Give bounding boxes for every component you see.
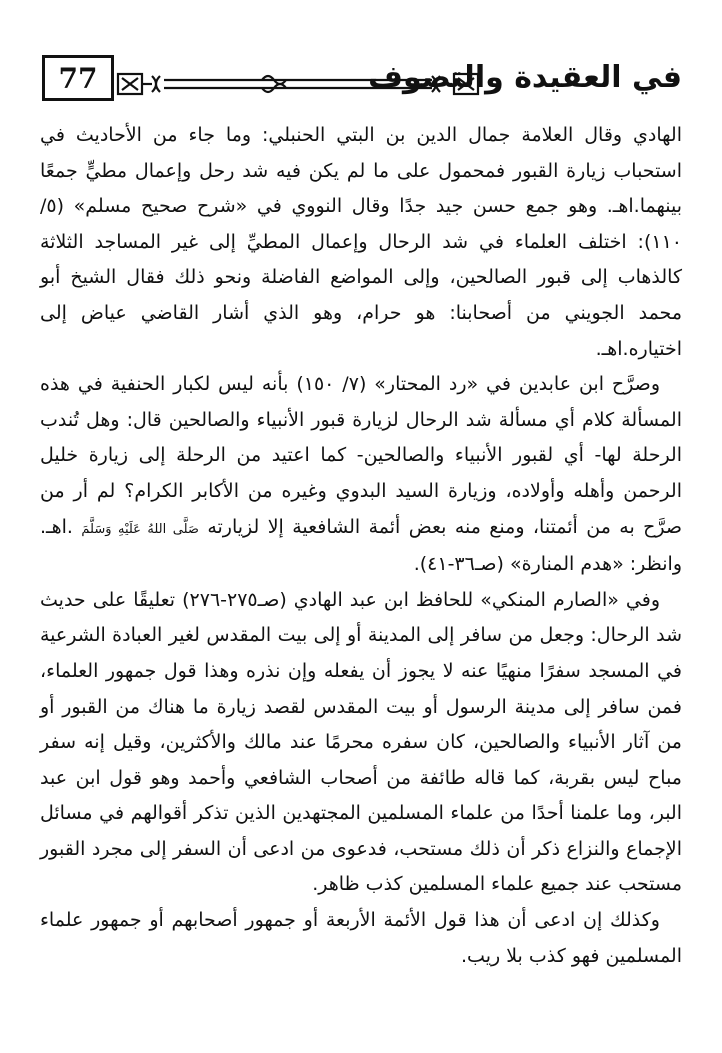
paragraph: الهادي وقال العلامة جمال الدين بن البتي الحنبلي: وما جاء من الأحاديث في استحباب زيارة القبور فمحمول على ما لم يكن فيه شد رحل وإعمال مطيٍّ جمعًا بينهما.اهـ. وهو جمع حسن جيد جدًا وقال النووي في «شرح صحيح مسلم» (٥/ ١١٠): اختلف العلماء في شد الرحال وإعمال المطيِّ إلى غير المساجد الثلاثة كالذهاب إلى قبور الصالحين، وإلى المواضع الفاضلة ونحو ذلك فقال الشيخ أبو محمد الجويني من أصحابنا: هو حرام، وهو الذي أشار القاضي عياض إلى اختياره.اهـ.: [40, 124, 682, 360]
honorific-salutation: صَلَّى اللهُ عَلَيْهِ وَسَلَّمَ: [81, 521, 199, 537]
paragraph: وفي «الصارم المنكي» للحافظ ابن عبد الهادي (صـ٢٧٥-٢٧٦) تعليقًا على حديث شد الرحال: وجعل من سافر إلى المدينة أو إلى بيت المقدس لغير العبادة الشرعية في المسجد سفرًا منهيًا عنه لا يجوز أن يفعله وإن نذره وهذا قول جمهور العلماء، فمن سافر إلى مدينة الرسول أو بيت المقدس لقصد زيارة ما هناك من القبور أو من آثار الأنبياء والصالحين، كان سفره محرمًا عند مالك والأكثرين، وقيل إنه سفر مباح ليس بقربة، كما قاله طائفة من أصحاب الشافعي وأحمد وهو قول ابن عبد البر، وما علمنا أحدًا من علماء المسلمين المجتهدين الذين تذكر أقوالهم في مسائل الإجماع والنزاع ذكر أن ذلك مستحب، فدعوى من ادعى أن السفر إلى مجرد القبور مستحب عند جميع علماء المسلمين كذب ظاهر.: [40, 588, 682, 896]
paragraph: [40, 367, 682, 583]
page-number: 77: [58, 61, 98, 95]
book-title: في العقيدة والتصوف: [368, 60, 682, 95]
paragraph: وكذلك إن ادعى أن هذا قول الأئمة الأربعة أو جمهور أصحابهم أو جمهور علماء المسلمين فهو كذب بلا ريب.: [40, 909, 682, 967]
page-header: [0, 0, 722, 120]
paragraph-text: .اهـ. وانظر: «هدم المنارة» (صـ٣٦-٤١).: [40, 515, 682, 576]
paragraph-text: وصرَّح ابن عابدين في «رد المحتار» (٧/ ١٥٠) بأنه ليس لكبار الحنفية في هذه المسألة كلام أي مسألة شد الرحال لزيارة قبور الأنبياء والصالحين قال: وهل تُندب الرحلة لها- أي لقبور الأنبياء والصالحين- كما اعتيد من الرحلة إلى زيارة خليل الرحمن وأهله وأولاده، وزيارة السيد البدوي وغيره من الأكابر الكرام؟ لم أر من صرَّح به من أئمتنا، ومنع منه بعض أئمة الشافعية إلا لزيارته: [40, 373, 683, 538]
page-number-box: [42, 55, 114, 101]
page-body: [40, 118, 682, 974]
